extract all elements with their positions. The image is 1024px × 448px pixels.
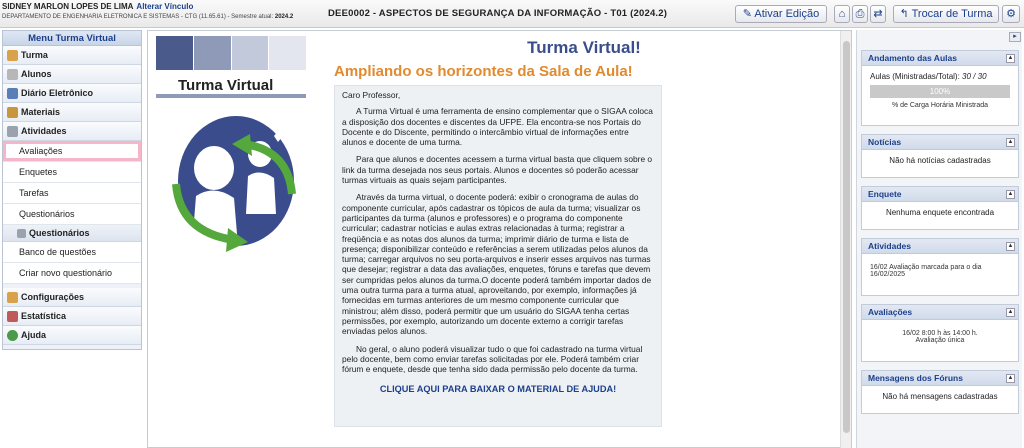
materials-icon [7,107,18,118]
sidebar-sub-avaliacoes[interactable]: Avaliações [3,141,141,162]
sidebar-item-alunos[interactable]: Alunos [3,65,141,84]
collapse-icon[interactable]: ▲ [1007,243,1014,249]
activities-icon [7,126,18,137]
home-icon[interactable]: ⌂ [834,5,850,23]
settings-icon[interactable]: ⚙ [1002,5,1020,23]
change-link[interactable]: Alterar Vínculo [136,2,194,11]
forum-text: Não há mensagens cadastradas [882,392,998,401]
sidebar-sub-tarefas[interactable]: Tarefas [3,183,141,204]
progress-caption: % de Carga Horária Ministrada [891,102,989,109]
change-class-button[interactable]: ↰ Trocar de Turma [893,5,999,23]
evaluation-time: 16/02 8:00 h às 14:00 h. [902,330,978,337]
sidebar-sub-criar-questionario[interactable]: Criar novo questionário [3,263,141,284]
edit-button[interactable]: ✎ Ativar Edição [735,5,827,23]
sidebar-item-estatistica[interactable]: Estatística [3,307,141,326]
sidebar-item-atividades[interactable]: Atividades [3,122,141,141]
sidebar-item-materiais[interactable]: Materiais [3,103,141,122]
right-column [856,30,1022,448]
swap-icon[interactable]: ⇄ [870,5,886,23]
class-icon [7,50,18,61]
quiz-icon [17,229,26,238]
logo-text: Turma Virtual [178,77,274,94]
students-icon [7,69,18,80]
help-icon [7,330,18,341]
quiz-section-head[interactable]: Questionários [3,225,141,242]
panel-foruns: Mensagens dos Fóruns ▲ Não há mensagens cadastradas [861,370,1019,414]
paragraph-3: Através da turma virtual, o docente poderá: exibir o cronograma de aulas do componente curricular, após cadastrar os tópicos de aula da turma; visualizar os participantes da turma (alunos e professores) e o programa do componente curricular; cadastrar notícias e aulas extras relacionadas à turma; registrar a freqüência e as notas dos alunos da turma; imprimir diário de turma e lista de presença; disponibilizar conteúdo e referências a serem utilizadas pelos alunos da turma; carregar arquivos no seu porta-arquivos e inserir esses arquivos nas turmas que desejar; registrar a data das avaliações, enquetes, fóruns e tarefas que devem ser cumpridas pelos alunos da turma.O docente poderá também importar dados de uma outra turma para a turma atual, aproveitando, por exemplo, informações já fornecidas em turmas anteriores de um mesmo componente curricular que ministrou; além disso, poderá permitir que um usuário do SIGAA tenha certas permissões, por exemplo, autorizando um docente externo a corrigir tarefas enviadas pelos alunos. [342,192,652,337]
page-subtitle: Ampliando os horizontes da Sala de Aula! [334,63,633,80]
top-bar [0,0,1024,28]
main-scrollbar[interactable] [840,31,851,448]
greeting: Caro Professor, [342,90,401,100]
sidebar-item-diario[interactable]: Diário Eletrônico [3,84,141,103]
sidebar-title: Menu Turma Virtual [3,31,141,46]
panel-noticias: Notícias ▲ Não há notícias cadastradas [861,134,1019,178]
poll-text: Nenhuma enquete encontrada [885,208,995,217]
print-icon[interactable]: ⎙ [852,5,868,23]
stats-icon [7,311,18,322]
user-info [2,2,322,22]
evaluation-name: Avaliação única [915,337,965,344]
panel-atividades: Atividades ▲ 16/02 Avaliação marcada para o dia 16/02/2025 [861,238,1019,296]
diary-icon [7,88,18,99]
intro-text-box [334,85,662,427]
sidebar-sub-banco[interactable]: Banco de questões [3,242,141,263]
progress-bar: 100% [870,85,1010,98]
activity-text: 16/02 Avaliação marcada para o dia 16/02/2025 [870,264,982,278]
paragraph-2: Para que alunos e docentes acessem a turma virtual basta que cliquem sobre o link da turma desejada nos seus portais. Alunos e docentes só poderão acessar turmas virtuais as quais sejam participantes. [342,154,653,186]
page-title: Turma Virtual! [527,38,641,57]
collapse-icon[interactable]: ▲ [1007,309,1014,315]
course-title: DEE0002 - ASPECTOS DE SEGURANÇA DA INFORMAÇÃO - T01 (2024.2) [328,8,668,19]
semester: 2024.2 [274,14,294,20]
panel-andamento: Andamento das Aulas ▲ Aulas (Ministradas/Total): 30 / 30 100% % de Carga Horária Ministrada [861,50,1019,126]
user-dept: DEPARTAMENTO DE ENGENHARIA ELETRONICA E SISTEMAS - CTG (11.65.61) - Semestre atual: [2,14,274,20]
help-download-link[interactable]: CLIQUE AQUI PARA BAIXAR O MATERIAL DE AJUDA! [379,384,617,395]
collapse-icon[interactable]: ▲ [1007,375,1014,381]
news-text: Não há notícias cadastradas [889,156,991,165]
paragraph-1: A Turma Virtual é uma ferramenta de ensino complementar que o SIGAA coloca a disposição dos docentes e discentes da UFPE. Ela encontra-se nos Portais do Docente e do Discente, permitindo o intercâmbio virtual de informações entre alunos e docente de uma turma. [342,106,653,148]
panel-avaliacoes: Avaliações ▲ 16/02 8:00 h às 14:00 h. Avaliação única [861,304,1019,362]
sidebar-item-configuracoes[interactable]: Configurações [3,288,141,307]
collapse-icon[interactable]: ▲ [1007,191,1014,197]
collapse-icon[interactable]: ▲ [1007,139,1014,145]
sidebar-sub-enquetes[interactable]: Enquetes [3,162,141,183]
panel-enquete: Enquete ▲ Nenhuma enquete encontrada [861,186,1019,230]
paragraph-4: No geral, o aluno poderá visualizar tudo o que foi cadastrado na turma virtual pelo docente, bem como enviar tarefas solicitadas por ele. Poderá também criar fórum e enquete, desde que tenha sido dada permissão pelo docente da turma. [342,343,643,375]
turma-virtual-logo [156,36,306,256]
sidebar-sub-questionarios[interactable]: Questionários [3,204,141,225]
lessons-value: 30 / 30 [962,72,987,81]
sidebar-item-turma[interactable]: Turma [3,46,141,65]
user-name: SIDNEY MARLON LOPES DE LIMA [2,2,134,11]
collapse-right-icon[interactable]: ▸ [1009,32,1021,42]
sidebar-menu [2,30,142,350]
lessons-label: Aulas (Ministradas/Total): [870,72,960,81]
collapse-icon[interactable]: ▲ [1007,55,1014,61]
config-icon [7,292,18,303]
scroll-thumb[interactable] [843,41,850,433]
sidebar-item-ajuda[interactable]: Ajuda [3,326,141,345]
